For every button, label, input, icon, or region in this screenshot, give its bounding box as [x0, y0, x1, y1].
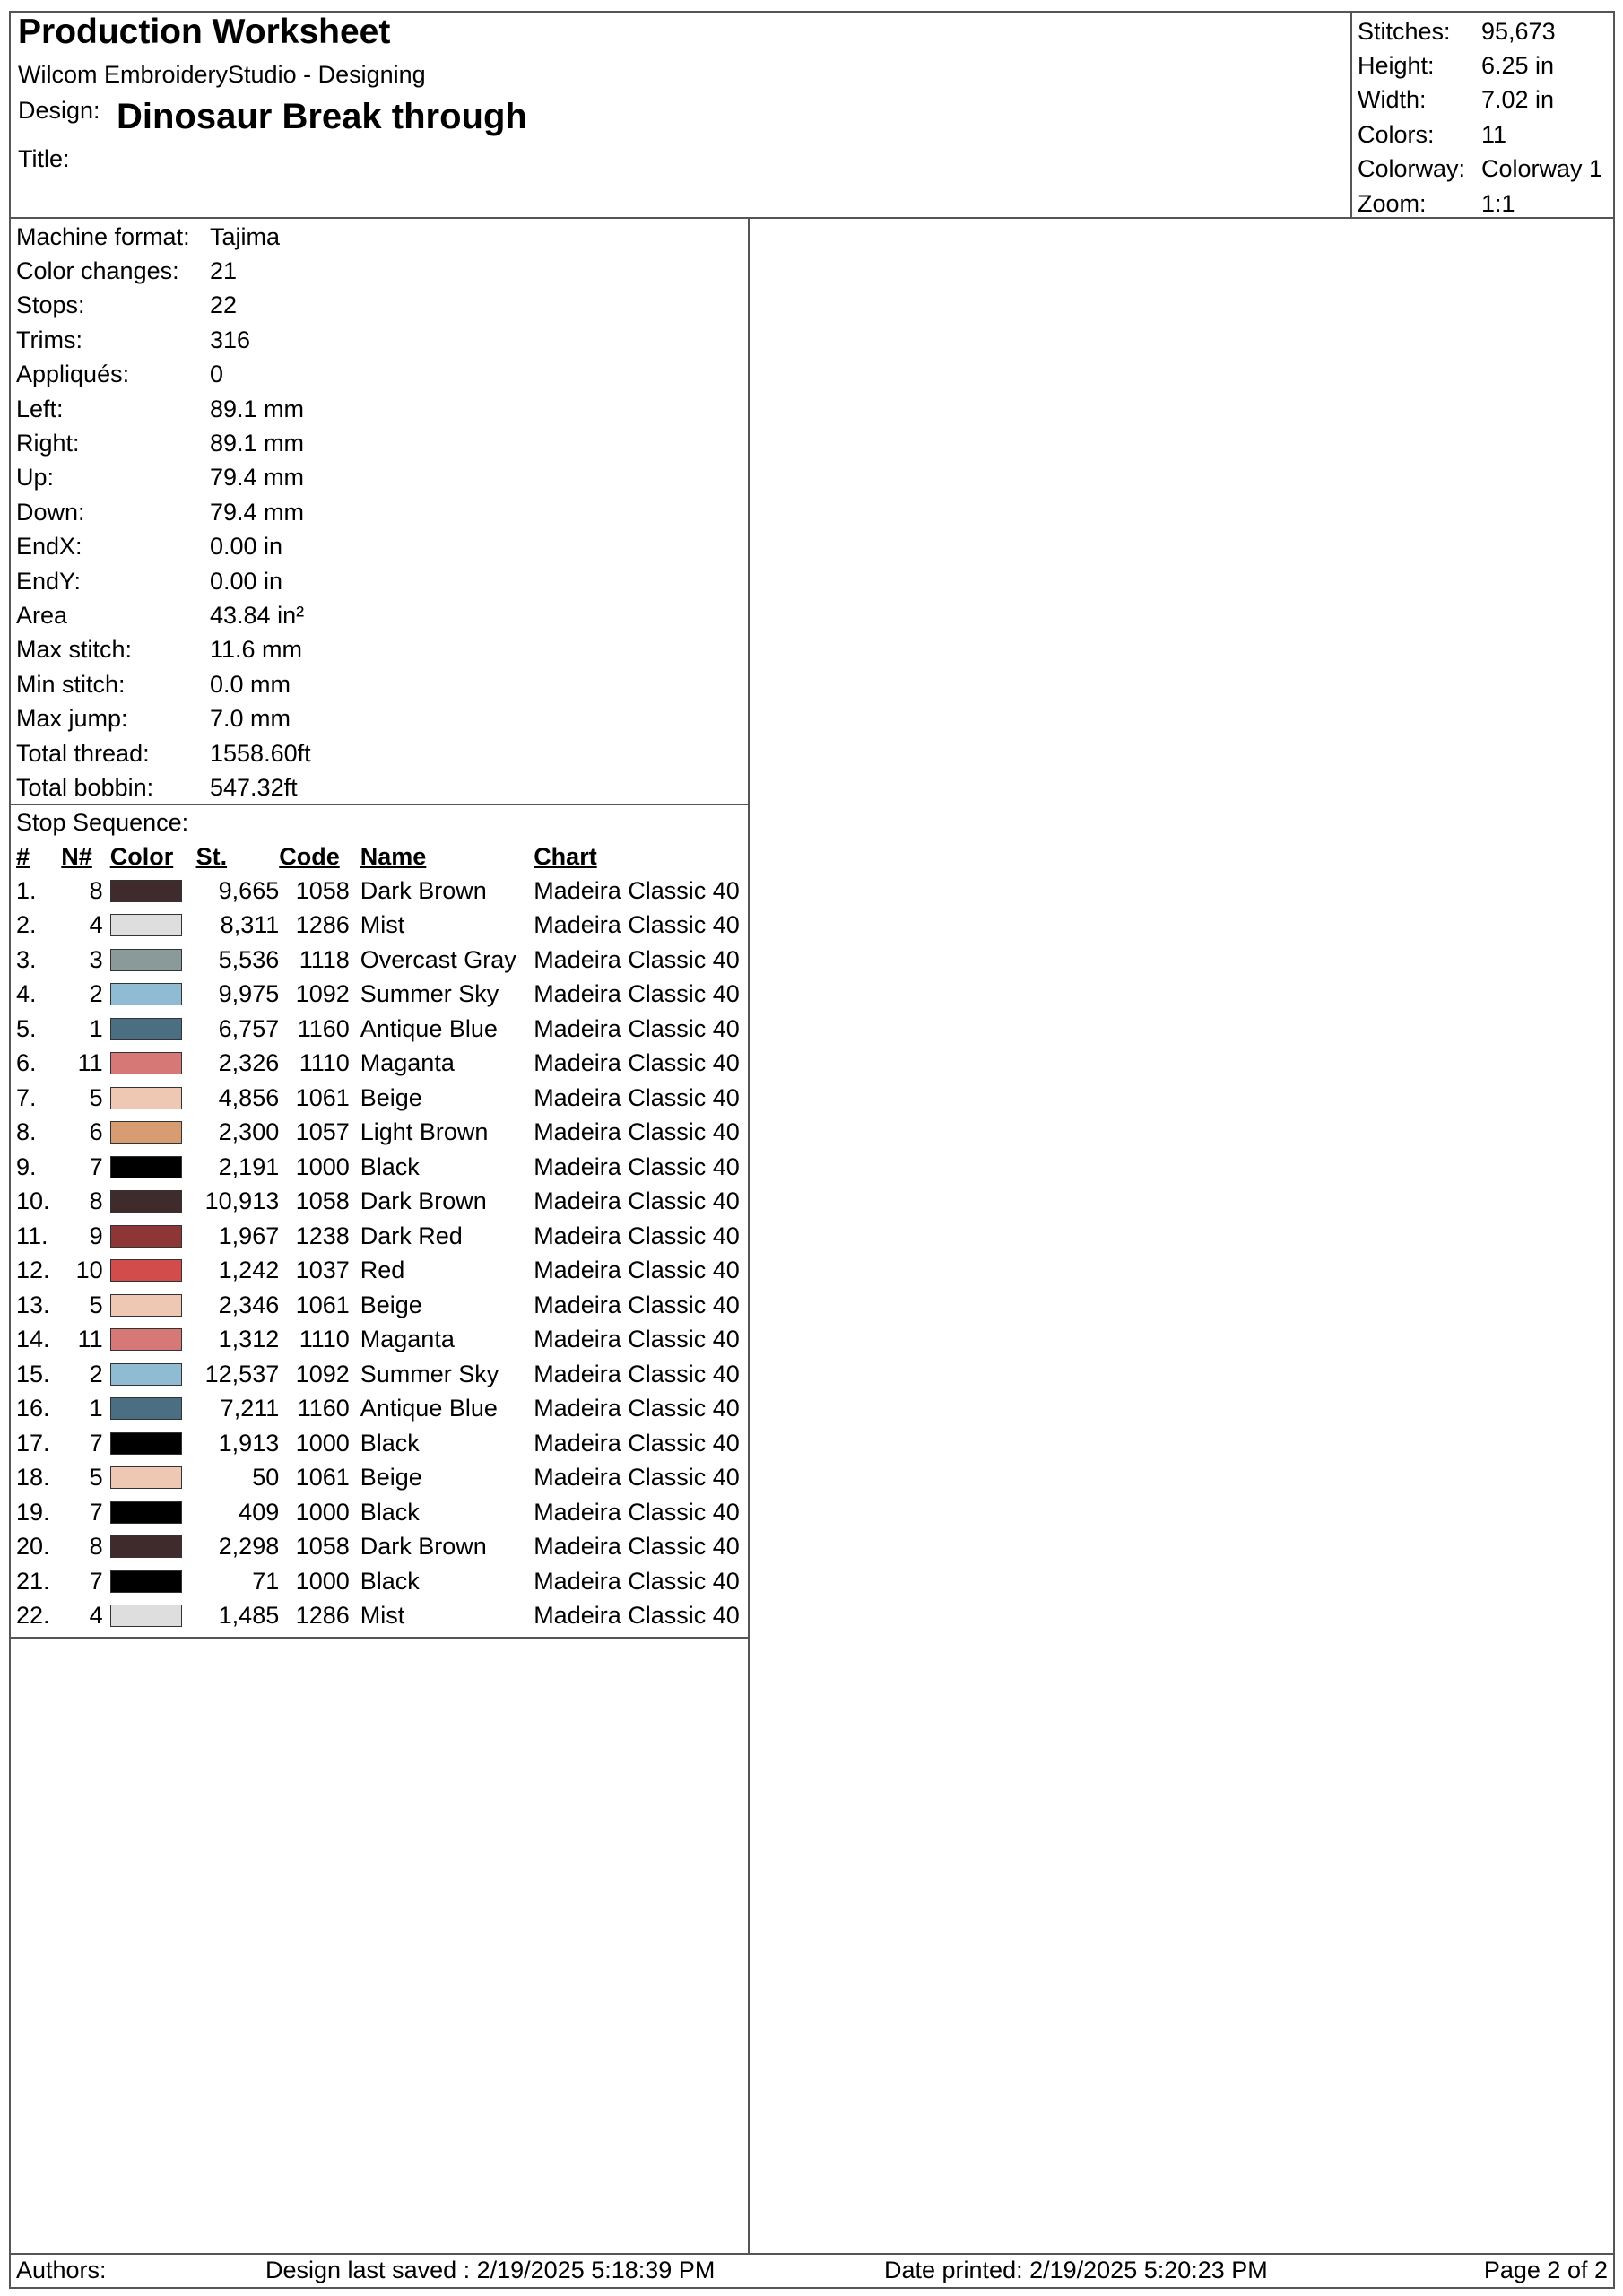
- table-row: [16, 1081, 748, 1116]
- stop-stitches: 2,300: [218, 1118, 280, 1146]
- stop-chart: Madeira Classic 40: [534, 1360, 740, 1387]
- stop-needle: 10: [75, 1257, 103, 1284]
- stop-stitches: 409: [239, 1498, 280, 1526]
- table-row: [16, 1116, 748, 1151]
- stop-needle: 7: [89, 1429, 103, 1457]
- table-row: [16, 874, 748, 909]
- summary-row: [1352, 187, 1613, 221]
- stop-code: 1000: [295, 1498, 350, 1526]
- stop-code: 1092: [295, 1360, 350, 1387]
- stop-chart: Madeira Classic 40: [534, 1395, 740, 1422]
- detail-value: 547.32ft: [210, 773, 298, 801]
- stop-needle: 8: [89, 1187, 103, 1215]
- stop-chart: Madeira Classic 40: [534, 945, 740, 973]
- stop-stitches: 7,211: [220, 1395, 280, 1422]
- detail-value: 79.4 mm: [210, 498, 305, 526]
- table-row: [16, 1461, 748, 1496]
- stop-index: 6.: [16, 1049, 37, 1077]
- stop-index: 15.: [16, 1360, 50, 1387]
- detail-row: [11, 289, 748, 323]
- detail-value: 89.1 mm: [210, 395, 305, 422]
- color-swatch: [110, 1052, 182, 1074]
- detail-value: 7.0 mm: [210, 705, 291, 733]
- detail-label: Max stitch:: [16, 636, 133, 664]
- detail-value: 11.6 mm: [210, 636, 303, 664]
- stop-index: 17.: [16, 1429, 50, 1457]
- stop-stitches: 5,536: [218, 945, 280, 973]
- summary-value: 11: [1481, 120, 1507, 148]
- stop-code: 1118: [299, 945, 350, 973]
- stop-index: 8.: [16, 1118, 37, 1146]
- stop-code: 1286: [295, 911, 350, 939]
- stop-chart: Madeira Classic 40: [534, 1291, 740, 1318]
- stop-color-name: Mist: [360, 911, 405, 939]
- stop-needle: 1: [89, 1014, 103, 1042]
- stop-index: 20.: [16, 1533, 50, 1561]
- stop-index: 4.: [16, 980, 37, 1008]
- stop-code: 1286: [295, 1602, 350, 1630]
- detail-row: [11, 770, 748, 804]
- stop-stitches: 10,913: [204, 1187, 280, 1215]
- stop-color-name: Beige: [360, 1083, 422, 1111]
- stop-index: 5.: [16, 1014, 37, 1042]
- detail-label: Right:: [16, 430, 80, 457]
- stop-needle: 7: [89, 1152, 103, 1180]
- detail-label: EndY:: [16, 567, 82, 595]
- color-swatch: [110, 949, 182, 971]
- stop-chart: Madeira Classic 40: [534, 1014, 740, 1042]
- worksheet-header: [11, 13, 1613, 219]
- stop-chart: Madeira Classic 40: [534, 1429, 740, 1457]
- stop-color-name: Maganta: [360, 1326, 455, 1353]
- stop-table-header: [16, 839, 748, 874]
- color-swatch: [110, 1190, 182, 1213]
- stop-color-name: Summer Sky: [360, 1360, 499, 1387]
- stop-color-cell: [110, 1599, 196, 1634]
- stop-code: 1061: [295, 1464, 350, 1492]
- stop-color-name: Beige: [360, 1464, 422, 1492]
- stop-index: 22.: [16, 1602, 50, 1630]
- stop-stitches: 1,913: [218, 1429, 280, 1457]
- application-name: Wilcom EmbroideryStudio - Designing: [18, 61, 426, 88]
- detail-value: 0.00 in: [210, 567, 283, 595]
- detail-row: [11, 564, 748, 598]
- stop-color-cell: [110, 1254, 196, 1289]
- stop-stitches: 1,242: [218, 1257, 280, 1284]
- detail-value: Tajima: [210, 222, 281, 250]
- stop-stitches: 2,346: [218, 1291, 280, 1318]
- detail-row: [11, 254, 748, 288]
- stop-chart: Madeira Classic 40: [534, 1326, 740, 1353]
- stop-stitches: 1,485: [218, 1602, 280, 1630]
- stop-needle: 2: [89, 1360, 103, 1387]
- header-chart: Chart: [534, 842, 597, 870]
- summary-value: 7.02 in: [1481, 86, 1555, 114]
- stop-chart: Madeira Classic 40: [534, 1222, 740, 1249]
- detail-value: 89.1 mm: [210, 430, 305, 457]
- color-swatch: [110, 1501, 182, 1524]
- stop-stitches: 9,665: [218, 876, 280, 904]
- stop-code: 1110: [299, 1326, 350, 1353]
- summary-label: Stitches:: [1358, 17, 1451, 45]
- stop-index: 7.: [16, 1083, 37, 1111]
- stop-color-cell: [110, 978, 196, 1013]
- stop-color-cell: [110, 1012, 196, 1047]
- table-row: [16, 1564, 748, 1599]
- stop-index: 1.: [16, 876, 37, 904]
- detail-label: Color changes:: [16, 257, 179, 285]
- header-color: Color: [109, 842, 174, 870]
- summary-value: 6.25 in: [1481, 52, 1555, 80]
- stop-index: 9.: [16, 1152, 37, 1180]
- stop-index: 11.: [16, 1222, 48, 1249]
- stop-chart: Madeira Classic 40: [534, 1602, 740, 1630]
- detail-label: Min stitch:: [16, 670, 126, 698]
- stop-color-cell: [110, 1047, 196, 1082]
- stop-code: 1000: [295, 1152, 350, 1180]
- detail-row: [11, 701, 748, 735]
- stop-color-name: Light Brown: [360, 1118, 489, 1146]
- color-swatch: [110, 1466, 182, 1489]
- production-worksheet: [9, 11, 1615, 2289]
- summary-row: [1352, 152, 1613, 187]
- table-row: [16, 978, 748, 1013]
- color-swatch: [110, 1397, 182, 1420]
- stop-color-cell: [110, 1426, 196, 1461]
- table-row: [16, 1599, 748, 1634]
- summary-stats: [1350, 13, 1613, 217]
- detail-row: [11, 426, 748, 460]
- stop-needle: 4: [89, 911, 103, 939]
- stop-code: 1058: [295, 876, 350, 904]
- stop-needle: 3: [89, 945, 103, 973]
- color-swatch: [110, 1328, 182, 1351]
- stop-color-cell: [110, 1150, 196, 1185]
- detail-value: 43.84 in²: [210, 601, 305, 629]
- stop-needle: 5: [89, 1291, 103, 1318]
- stop-code: 1160: [297, 1014, 350, 1042]
- footer-last-saved: Design last saved : 2/19/2025 5:18:39 PM: [265, 2257, 716, 2283]
- stop-color-name: Antique Blue: [360, 1395, 498, 1422]
- worksheet-footer: [11, 2253, 1613, 2287]
- table-row: [16, 1150, 748, 1185]
- stop-code: 1037: [295, 1257, 350, 1284]
- color-swatch: [110, 1018, 182, 1040]
- stop-needle: 5: [89, 1464, 103, 1492]
- detail-label: Left:: [16, 395, 64, 422]
- summary-row: [1352, 14, 1613, 48]
- footer-date-printed: Date printed: 2/19/2025 5:20:23 PM: [884, 2257, 1268, 2283]
- table-row: [16, 1426, 748, 1461]
- stop-chart: Madeira Classic 40: [534, 876, 740, 904]
- stop-stitches: 6,757: [218, 1014, 280, 1042]
- stop-sequence-table: [16, 839, 748, 1633]
- design-preview-area: [750, 219, 1613, 2253]
- detail-row: [11, 736, 748, 770]
- stop-sequence: [11, 805, 748, 1639]
- stop-index: 12.: [16, 1257, 50, 1284]
- detail-value: 0: [210, 361, 224, 388]
- stop-index: 16.: [16, 1395, 50, 1422]
- title-label: Title:: [18, 145, 70, 172]
- stop-index: 21.: [16, 1567, 50, 1595]
- stop-stitches: 71: [252, 1567, 280, 1595]
- detail-row: [11, 358, 748, 392]
- color-swatch: [110, 1605, 182, 1627]
- detail-row: [11, 495, 748, 529]
- table-row: [16, 1392, 748, 1427]
- color-swatch: [110, 1156, 182, 1178]
- stop-color-name: Maganta: [360, 1049, 455, 1077]
- stop-color-cell: [110, 1564, 196, 1599]
- table-row: [16, 1288, 748, 1323]
- stop-color-cell: [110, 1116, 196, 1151]
- detail-row: [11, 323, 748, 357]
- stop-needle: 9: [89, 1222, 103, 1249]
- footer-authors: Authors:: [16, 2257, 107, 2283]
- stop-needle: 11: [77, 1049, 103, 1077]
- stop-color-cell: [110, 1185, 196, 1220]
- stop-color-cell: [110, 909, 196, 944]
- stop-needle: 6: [89, 1118, 103, 1146]
- stop-code: 1058: [295, 1533, 350, 1561]
- table-row: [16, 1323, 748, 1358]
- color-swatch: [110, 1121, 182, 1144]
- stop-needle: 2: [89, 980, 103, 1008]
- stop-stitches: 2,298: [218, 1533, 280, 1561]
- footer-page-number: Page 2 of 2: [1483, 2257, 1608, 2283]
- stop-chart: Madeira Classic 40: [534, 1187, 740, 1215]
- design-label: Design:: [18, 97, 100, 124]
- summary-value: Colorway 1: [1481, 155, 1603, 183]
- table-row: [16, 1185, 748, 1220]
- header-name: Name: [360, 842, 427, 870]
- stop-index: 13.: [16, 1291, 50, 1318]
- stop-stitches: 8,311: [220, 911, 280, 939]
- design-details: [11, 219, 748, 805]
- stop-chart: Madeira Classic 40: [534, 1152, 740, 1180]
- detail-label: Up:: [16, 464, 55, 491]
- color-swatch: [110, 1363, 182, 1386]
- stop-code: 1057: [295, 1118, 350, 1146]
- stop-color-name: Black: [360, 1498, 420, 1526]
- stop-needle: 8: [89, 876, 103, 904]
- summary-value: 95,673: [1481, 17, 1556, 45]
- detail-row: [11, 633, 748, 667]
- summary-label: Height:: [1358, 52, 1435, 80]
- stop-color-cell: [110, 1392, 196, 1427]
- table-row: [16, 1047, 748, 1082]
- stop-stitches: 1,967: [218, 1222, 280, 1249]
- stop-code: 1061: [295, 1291, 350, 1318]
- document-title: Production Worksheet: [18, 13, 391, 51]
- stop-color-name: Black: [360, 1567, 420, 1595]
- summary-label: Width:: [1358, 86, 1427, 114]
- stop-color-cell: [110, 874, 196, 909]
- color-swatch: [110, 1294, 182, 1317]
- stop-color-cell: [110, 1219, 196, 1254]
- stop-color-name: Mist: [360, 1602, 405, 1630]
- header-info: [11, 13, 1350, 217]
- detail-label: Trims:: [16, 326, 82, 353]
- design-name: Dinosaur Break through: [117, 97, 527, 136]
- stop-needle: 7: [89, 1498, 103, 1526]
- stop-needle: 8: [89, 1533, 103, 1561]
- table-row: [16, 909, 748, 944]
- summary-value: 1:1: [1481, 189, 1515, 217]
- stop-needle: 1: [89, 1395, 103, 1422]
- detail-row: [11, 220, 748, 254]
- stop-needle: 4: [89, 1602, 103, 1630]
- details-column: [11, 219, 750, 2253]
- stop-code: 1000: [295, 1429, 350, 1457]
- detail-value: 1558.60ft: [210, 739, 311, 767]
- detail-label: Stops:: [16, 291, 85, 319]
- color-swatch: [110, 880, 182, 902]
- summary-row: [1352, 117, 1613, 152]
- detail-value: 79.4 mm: [210, 464, 305, 491]
- table-row: [16, 1219, 748, 1254]
- stop-color-name: Black: [360, 1152, 420, 1180]
- color-swatch: [110, 1570, 182, 1593]
- color-swatch: [110, 1535, 182, 1558]
- stop-stitches: 2,191: [218, 1152, 280, 1180]
- stop-chart: Madeira Classic 40: [534, 1533, 740, 1561]
- stop-sequence-title: Stop Sequence:: [16, 809, 189, 836]
- header-code: Code: [279, 842, 340, 870]
- stop-color-cell: [110, 1461, 196, 1496]
- stop-code: 1058: [295, 1187, 350, 1215]
- detail-label: Area: [16, 601, 68, 629]
- stop-chart: Madeira Classic 40: [534, 1049, 740, 1077]
- table-row: [16, 1012, 748, 1047]
- stop-color-cell: [110, 943, 196, 978]
- detail-value: 316: [210, 326, 251, 353]
- stop-color-name: Dark Brown: [360, 1187, 487, 1215]
- stop-index: 14.: [16, 1326, 50, 1353]
- stop-color-cell: [110, 1495, 196, 1530]
- stop-color-cell: [110, 1288, 196, 1323]
- header-index: #: [16, 842, 30, 870]
- table-row: [16, 1495, 748, 1530]
- stop-code: 1110: [299, 1049, 350, 1077]
- stop-code: 1238: [295, 1222, 350, 1249]
- stop-stitches: 4,856: [218, 1083, 280, 1111]
- color-swatch: [110, 983, 182, 1005]
- stop-color-name: Dark Brown: [360, 876, 487, 904]
- stop-color-name: Red: [360, 1257, 405, 1284]
- table-row: [16, 1254, 748, 1289]
- header-needle: N#: [61, 842, 92, 870]
- stop-chart: Madeira Classic 40: [534, 1118, 740, 1146]
- stop-index: 10.: [16, 1187, 50, 1215]
- table-row: [16, 1530, 748, 1565]
- detail-value: 0.00 in: [210, 533, 283, 561]
- stop-stitches: 1,312: [218, 1326, 280, 1353]
- stop-color-name: Dark Red: [360, 1222, 463, 1249]
- detail-row: [11, 461, 748, 495]
- detail-label: EndX:: [16, 533, 82, 561]
- summary-row: [1352, 83, 1613, 117]
- color-swatch: [110, 914, 182, 936]
- stop-needle: 7: [89, 1567, 103, 1595]
- stop-chart: Madeira Classic 40: [534, 1083, 740, 1111]
- summary-label: Zoom:: [1358, 189, 1427, 217]
- stop-chart: Madeira Classic 40: [534, 1257, 740, 1284]
- stop-needle: 11: [77, 1326, 103, 1353]
- stop-color-cell: [110, 1357, 196, 1392]
- stop-stitches: 2,326: [218, 1049, 280, 1077]
- detail-row: [11, 530, 748, 564]
- stop-needle: 5: [89, 1083, 103, 1111]
- detail-value: 22: [210, 291, 238, 319]
- stop-code: 1000: [295, 1567, 350, 1595]
- stop-chart: Madeira Classic 40: [534, 911, 740, 939]
- table-row: [16, 943, 748, 978]
- summary-label: Colorway:: [1358, 155, 1466, 183]
- detail-label: Machine format:: [16, 222, 190, 250]
- color-swatch: [110, 1259, 182, 1282]
- stop-chart: Madeira Classic 40: [534, 1498, 740, 1526]
- stop-stitches: 12,537: [204, 1360, 280, 1387]
- summary-row: [1352, 48, 1613, 83]
- detail-row: [11, 598, 748, 632]
- detail-value: 0.0 mm: [210, 670, 291, 698]
- stop-index: 2.: [16, 911, 37, 939]
- stop-index: 3.: [16, 945, 37, 973]
- detail-value: 21: [210, 257, 238, 285]
- detail-label: Max jump:: [16, 705, 128, 733]
- detail-label: Total bobbin:: [16, 773, 154, 801]
- stop-code: 1061: [295, 1083, 350, 1111]
- summary-label: Colors:: [1358, 120, 1435, 148]
- stop-code: 1160: [297, 1395, 350, 1422]
- stop-color-cell: [110, 1530, 196, 1565]
- stop-color-name: Dark Brown: [360, 1533, 487, 1561]
- header-stitches: St.: [195, 842, 228, 870]
- table-row: [16, 1357, 748, 1392]
- stop-color-name: Summer Sky: [360, 980, 499, 1008]
- stop-chart: Madeira Classic 40: [534, 1464, 740, 1492]
- stop-code: 1092: [295, 980, 350, 1008]
- detail-row: [11, 392, 748, 426]
- stop-index: 19.: [16, 1498, 50, 1526]
- stop-color-cell: [110, 1323, 196, 1358]
- detail-label: Total thread:: [16, 739, 150, 767]
- stop-color-name: Beige: [360, 1291, 422, 1318]
- stop-stitches: 9,975: [218, 980, 280, 1008]
- stop-chart: Madeira Classic 40: [534, 1567, 740, 1595]
- stop-color-name: Overcast Gray: [360, 945, 516, 973]
- stop-index: 18.: [16, 1464, 50, 1492]
- stop-color-cell: [110, 1081, 196, 1116]
- color-swatch: [110, 1225, 182, 1248]
- detail-label: Down:: [16, 498, 85, 526]
- color-swatch: [110, 1432, 182, 1455]
- stop-chart: Madeira Classic 40: [534, 980, 740, 1008]
- detail-row: [11, 667, 748, 701]
- stop-color-name: Antique Blue: [360, 1014, 498, 1042]
- stop-color-name: Black: [360, 1429, 420, 1457]
- stop-stitches: 50: [252, 1464, 280, 1492]
- detail-label: Appliqués:: [16, 361, 130, 388]
- color-swatch: [110, 1087, 182, 1109]
